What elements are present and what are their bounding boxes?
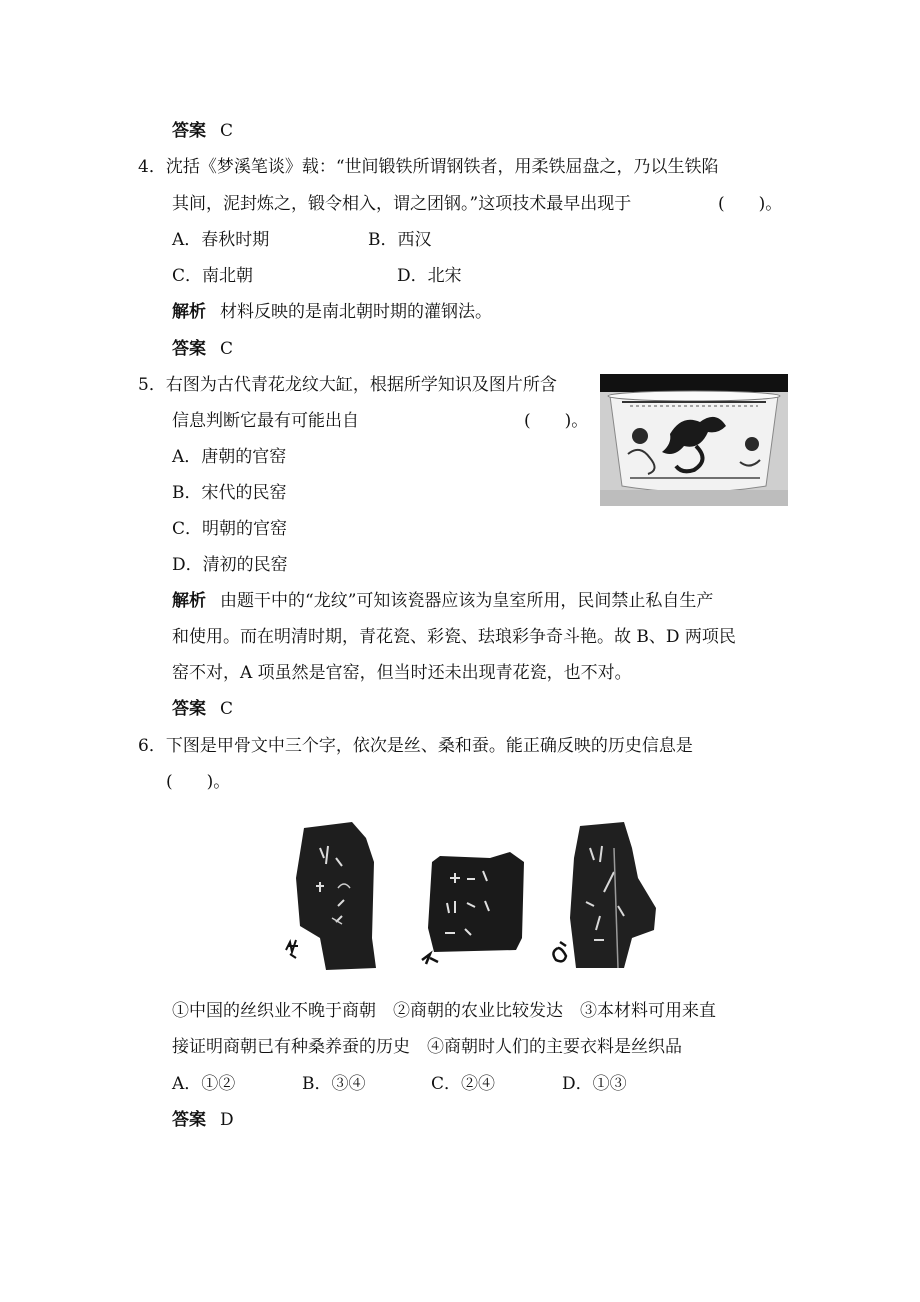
q6-statement-2: 接证明商朝已有种桑养蚕的历史 ④商朝时人们的主要衣料是丝织品: [172, 1037, 682, 1057]
q5-answer: C: [220, 699, 234, 719]
q4-analysis: 材料反映的是南北朝时期的灌钢法。: [220, 302, 492, 322]
q6-option-d: D．①③: [562, 1074, 627, 1094]
dragon-jar-image: [600, 374, 788, 506]
q5-number: 5．: [138, 375, 166, 395]
answer-label: 答案: [172, 339, 206, 359]
q4-option-a: A．春秋时期: [172, 230, 270, 250]
q4-answer: C: [220, 339, 234, 359]
oracle-bone-image: [280, 818, 670, 978]
q5-option-a: A．唐朝的官窑: [172, 447, 287, 467]
q5-analysis-1: 由题干中的“龙纹”可知该瓷器应该为皇室所用，民间禁止私自生产: [220, 591, 714, 611]
q4-number: 4．: [138, 157, 166, 177]
q5-line1: [138, 374, 557, 396]
analysis-label: 解析: [172, 302, 206, 322]
q6-stem-1: 下图是甲骨文中三个字，依次是丝、桑和蚕。能正确反映的历史信息是: [165, 736, 693, 756]
q4-line1: [138, 156, 719, 178]
q4-stem-1: 沈括《梦溪笔谈》载：“世间锻铁所谓钢铁者，用柔铁屈盘之，乃以生铁陷: [165, 157, 719, 177]
q6-option-c: C．②④: [431, 1074, 496, 1094]
q6-answer-row: [172, 1109, 234, 1131]
q5-analysis-2: 和使用。而在明清时期，青花瓷、彩瓷、珐琅彩争奇斗艳。故 B、D 两项民: [172, 627, 736, 647]
q6-answer: D: [220, 1110, 234, 1130]
answer-label: 答案: [172, 121, 206, 141]
answer-label: 答案: [172, 1110, 206, 1130]
q4-answer-row: [172, 338, 233, 360]
q4-option-b: B．西汉: [368, 230, 432, 250]
q5-answer-row: [172, 698, 233, 720]
q4-option-d: D．北宋: [397, 266, 462, 286]
q6-number: 6．: [138, 736, 166, 756]
q5-option-c: C．明朝的官窑: [172, 519, 288, 539]
q4-stem-2: 其间，泥封炼之，锻令相入，谓之团钢。”这项技术最早出现于: [172, 194, 632, 214]
dragon-jar-photo: [600, 374, 788, 506]
q5-stem-2: 信息判断它最有可能出自: [172, 411, 359, 431]
q5-analysis-3: 窑不对，A 项虽然是官窑，但当时还未出现青花瓷，也不对。: [172, 663, 632, 683]
q6-line1: [138, 735, 693, 757]
q5-paren: ( )。: [524, 411, 589, 431]
q5-stem-1: 右图为古代青花龙纹大缸，根据所学知识及图片所含: [165, 375, 557, 395]
q3-answer: C: [220, 121, 234, 141]
q3-answer-row: [172, 120, 233, 142]
q4-option-c: C．南北朝: [172, 266, 254, 286]
q5-option-d: D．清初的民窑: [172, 555, 288, 575]
q6-statement-1: ①中国的丝织业不晚于商朝 ②商朝的农业比较发达 ③本材料可用来直: [172, 1001, 716, 1021]
q4-line2: [172, 193, 631, 215]
oracle-bone-photos: [280, 818, 670, 978]
answer-label: 答案: [172, 699, 206, 719]
q5-analysis-row-1: [172, 590, 713, 612]
q6-option-b: B．③④: [302, 1074, 366, 1094]
q4-paren: ( )。: [718, 194, 783, 214]
q6-option-a: A．①②: [172, 1074, 236, 1094]
q6-paren: ( )。: [166, 772, 231, 792]
q4-analysis-row: [172, 301, 492, 323]
analysis-label: 解析: [172, 591, 206, 611]
q5-option-b: B．宋代的民窑: [172, 483, 287, 503]
